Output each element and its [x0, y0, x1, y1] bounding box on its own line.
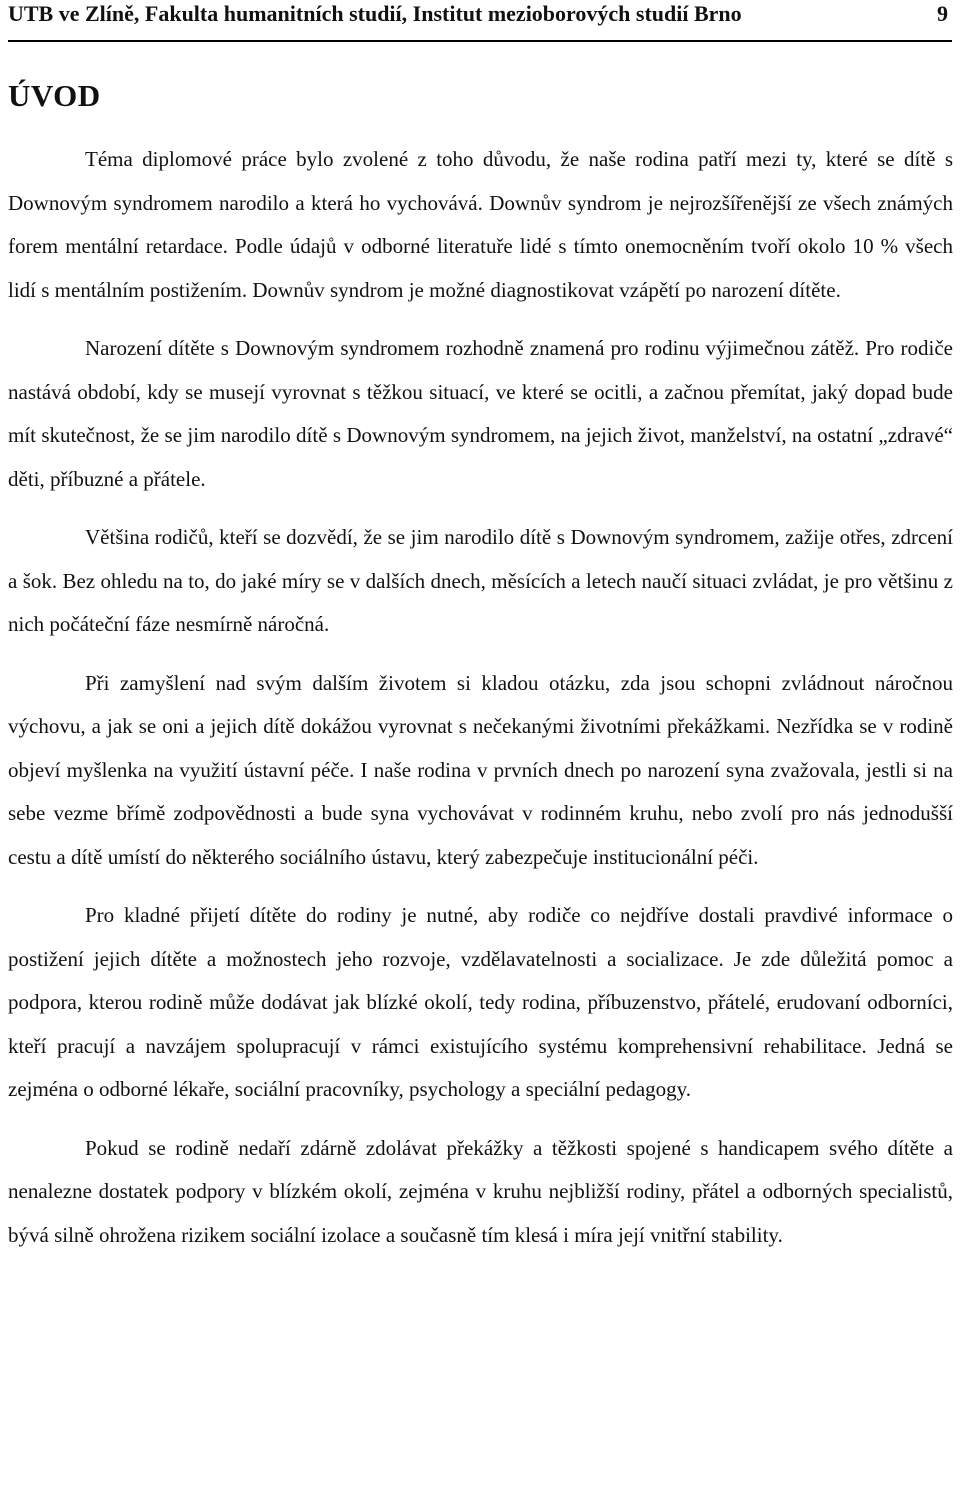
- header-title: UTB ve Zlíně, Fakulta humanitních studií, Institut mezioborových studií Brno: [8, 1, 742, 26]
- paragraph: Narození dítěte s Downovým syndromem rozhodně znamená pro rodinu výjimečnou zátěž. Pro rodiče nastává období, kdy se musejí vyrovnat s těžkou situací, ve které se ocitli, a začnou přemítat, jaký dopad bude mít skutečnost, že se jim narodilo dítě s Downovým syndromem, na jejich život, manželství, na ostatní „zdravé“ děti, příbuzné a přátele.: [8, 336, 953, 491]
- section-heading: ÚVOD: [8, 78, 101, 113]
- paragraph: Při zamyšlení nad svým dalším životem si kladou otázku, zda jsou schopni zvládnout náročnou výchovu, a jak se oni a jejich dítě dokážou vyrovnat s nečekanými životními překážkami. Nezřídka se v rodině objeví myšlenka na využití ústavní péče. I naše rodina v prvních dnech po narození syna zvažovala, jestli si na sebe vezme břímě zodpovědnosti a bude syna vychovávat v rodinném kruhu, nebo zvolí pro nás jednodušší cestu a dítě umístí do některého sociálního ústavu, který zabezpečuje institucionální péči.: [8, 670, 953, 869]
- page-number: 9: [937, 1, 948, 26]
- paragraph: Pro kladné přijetí dítěte do rodiny je nutné, aby rodiče co nejdříve dostali pravdivé informace o postižení jejich dítěte a možnostech jeho rozvoje, vzdělavatelnosti a socializace. Je zde důležitá pomoc a podpora, kterou rodině může dodávat jak blízké okolí, tedy rodina, příbuzenstvo, přátelé, erudovaní odborníci, kteří pracují a navzájem spolupracují v rámci existujícího systému komprehensivní rehabilitace. Jedná se zejména o odborné lékaře, sociální pracovníky, psychology a speciální pedagogy.: [8, 903, 953, 1101]
- paragraph: Pokud se rodině nedaří zdárně zdolávat překážky a těžkosti spojené s handicapem svého dítěte a nenalezne dostatek podpory v blízkém okolí, zejména v kruhu nejbližší rodiny, přátel a odborných specialistů, bývá silně ohrožena rizikem sociální izolace a současně tím klesá i míra její vnitřní stability.: [8, 1135, 953, 1247]
- body-text: [8, 138, 953, 1272]
- paragraph: Většina rodičů, kteří se dozvědí, že se jim narodilo dítě s Downovým syndromem, zažije otřes, zdrcení a šok. Bez ohledu na to, do jaké míry se v dalších dnech, měsících a letech naučí situaci zvládat, je pro většinu z nich počáteční fáze nesmírně náročná.: [8, 525, 953, 636]
- page-header: [8, 0, 952, 42]
- paragraph: Téma diplomové práce bylo zvolené z toho důvodu, že naše rodina patří mezi ty, které se dítě s Downovým syndromem narodilo a která ho vychovává. Downův syndrom je nejrozšířenější ze všech známých forem mentální retardace. Podle údajů v odborné literatuře lidé s tímto onemocněním tvoří okolo 10 % všech lidí s mentálním postižením. Downův syndrom je možné diagnostikovat vzápětí po narození dítěte.: [8, 147, 953, 302]
